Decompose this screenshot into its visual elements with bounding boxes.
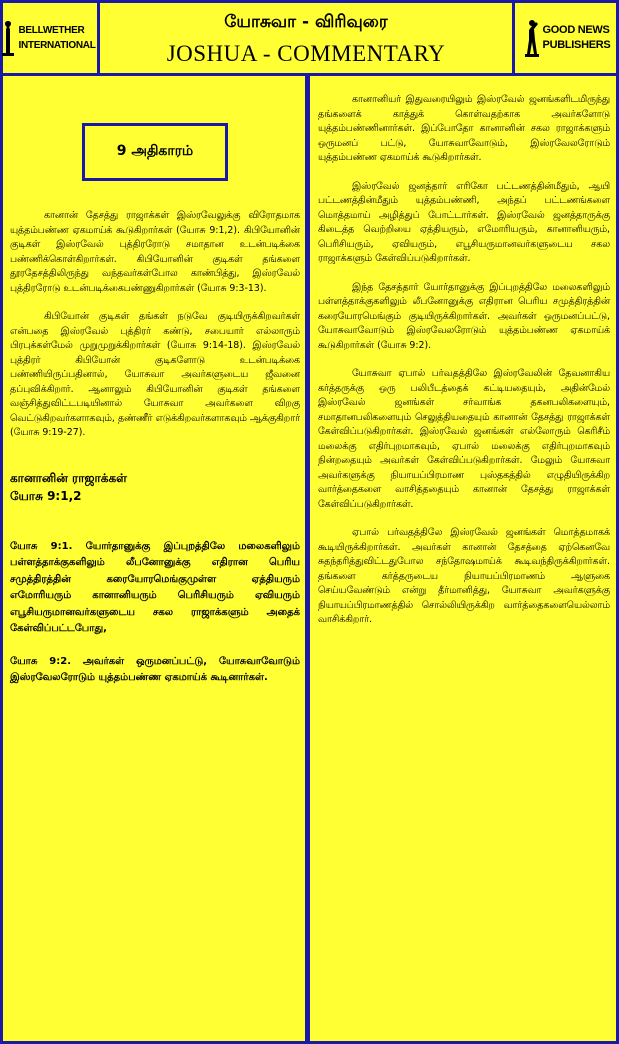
title-tamil: யோசுவா - விரிவுரை bbox=[224, 12, 388, 32]
right-logo-line2: PUBLISHERS bbox=[542, 39, 611, 51]
chapter-title: 9 அதிகாரம் bbox=[82, 123, 228, 181]
commentary-paragraph-1: கானானியர் இதுவரையிலும் இஸ்ரவேல் ஜனங்களிடமிருந்து தங்களைக் காத்துக் கொள்வதற்காக அவர்களோடு யுத்தம்பண்ணினார்கள். இப்போதோ கானானின் சகல ராஜாக்களும் ஒருமனப் பட்டு, யோசுவாவோடும், இஸ்ரவேலரோடும் யுத்தம்பண்ண ஏகமாய்க் கூடுகிறார்கள். bbox=[318, 94, 610, 163]
right-column bbox=[318, 79, 610, 628]
section-heading bbox=[10, 469, 300, 505]
commentary-paragraph-3: இந்த தேசத்தார் யோர்தானுக்கு இப்புறத்திலே மலைகளிலும் பள்ளத்தாக்குகளிலும் லீபனோனுக்கு எதிரான பெரிய சமுத்திரத்தின் கரையோரமெங்கும் குடியிருக்கிறார்கள். அவர்கள் ஒருமனப்பட்டு, யோசுவாவோடும் இஸ்ரவேலரோடும் யுத்தம்பண்ண ஏகமாய்க் கூடுகிறார்கள் (யோசு 9:2). bbox=[318, 281, 610, 351]
verse-9-1: யோசு 9:1. யோர்தானுக்கு இப்புறத்திலே மலைகளிலும் பள்ளத்தாக்குகளிலும் லீபனோனுக்கு எதிரான பெரிய சமுத்திரத்தின் கரையோரமெங்குமுள்ள ஏத்தியரும் எமோரியரும் கானானியரும் பெரிசியரும் ஏவியரும் எபூசியருமானவர்களுடைய சகல ராஜாக்களும் அதைக் கேள்விப்பட்டபோது, bbox=[10, 540, 300, 634]
left-logo-line2: INTERNATIONAL bbox=[18, 40, 96, 51]
left-column bbox=[10, 79, 300, 687]
good-news-logo bbox=[512, 0, 619, 76]
commentary-paragraph-2: இஸ்ரவேல் ஜனத்தார் எரிகோ பட்டணத்தின்மீதும், ஆயி பட்டணத்தின்மீதும் யுத்தம்பண்ணி, அந்தப் பட்டணங்களை மொத்தமாய் அழித்துப் போட்டார்கள். இஸ்ரவேல் ஜனத்தாருக்கு கிடைத்த வெற்றியை ஏத்தியரும், எமோரியரும், கானானியரும், பெரிசியரும், ஏவியரும், எபூசியருமானவர்களுடைய சகல ராஜாக்களும் கேள்விப்படுகிறார்கள். bbox=[318, 180, 610, 264]
section-heading-title: கானானின் ராஜாக்கள் bbox=[10, 470, 127, 485]
shepherd-icon bbox=[1, 19, 15, 57]
commentary-paragraph-4: யோசுவா ஏபால் பர்வதத்திலே இஸ்ரவேலின் தேவனாகிய கர்த்தருக்கு ஒரு பலிபீடத்தைக் கட்டியதையும், அதின்மேல் இஸ்ரவேல் ஜனங்கள் சர்வாங்க தகனபலிகளையும், சமாதானபலிகளையும் செலுத்தியதையும் கானான் தேசத்து ராஜாக்கள் கேள்விப்படுகிறார்கள். இஸ்ரவேல் ஜனங்கள் எல்லோரும் கெரிசீம் மலைக்கு எதிர்புறமாகவும், ஏபால் மலைக்கு எதிர்புறமாகவும் நின்றதையும் அவர்கள் கேள்விப்படுகிறார்கள். மேலும் யோசுவா அவர்களுக்கு நியாயப்பிரமாண புஸ்தகத்தில் எழுதியிருக்கிற வார்த்தைகளை வாசித்ததையும் கானான் தேசத்து ராஜாக்கள் கேள்விப்படுகிறார்கள். bbox=[318, 368, 610, 510]
verse-9-2: யோசு 9:2. அவர்கள் ஒருமனப்பட்டு, யோசுவாவோடும் இஸ்ரவேலரோடும் யுத்தம்பண்ண ஏகமாய்க் கூடினார்கள். bbox=[10, 655, 300, 683]
bellwether-logo bbox=[0, 0, 100, 76]
commentary-paragraph-5: ஏபால் பர்வதத்திலே இஸ்ரவேல் ஜனங்கள் மொத்தமாகக் கூடியிருக்கிறார்கள். அவர்கள் கானான் தேசத்தை ஏற்கெனவே சுதந்தரித்துவிட்டதுபோல சந்தோஷமாய்க் கூடிவந்திருக்கிறார்கள். தங்களை கர்த்தருடைய நியாயப்பிரமாணம் ஆளுகை செய்யவேண்டும் என்று தீர்மானித்து, யோசுவா அவர்களுக்கு நியாயப்பிரமாணத்தில் சொல்லியிருக்கிற வார்த்தைகளையெல்லாம் வாசிக்கிறார். bbox=[318, 527, 610, 625]
title-area bbox=[100, 0, 512, 76]
header-banner bbox=[0, 0, 619, 76]
title-english: JOSHUA - COMMENTARY bbox=[166, 41, 446, 66]
intro-paragraph-2: கிபியோன் குடிகள் தங்கள் நடுவே குடியிருக்கிறவர்கள் என்பதை இஸ்ரவேல் புத்திரர் கண்டு, சபையார் எல்லாரும் பிரபுக்கள்மேல் முறுமுறுக்கிறார்கள் (யோசு 9:14-18). இஸ்ரவேல் புத்திரர் கிபியோன் குடிகளோடு உடன்படிக்கை பண்ணியிருப்பதினால், யோசுவா அவர்களுடைய ஜீவனை தப்புவிக்கிறார். ஆனாலும் கிபியோனின் குடிகள் தங்களை வஞ்சித்துவிட்டபடியினால் யோசுவா அவர்களை விறகு வெட்டுகிறவர்களாகவும், தண்ணீர் எடுக்கிறவர்களாகவும் ஆக்குகிறார் (யோசு 9:19-27). bbox=[10, 311, 300, 438]
left-logo-line1: BELLWETHER bbox=[18, 25, 85, 36]
right-logo-line1: GOOD NEWS bbox=[542, 24, 610, 36]
intro-paragraph-1: கானான் தேசத்து ராஜாக்கள் இஸ்ரவேலுக்கு விரோதமாக யுத்தம்பண்ண ஏகமாய்க் கூடுகிறார்கள் (யோசு 9:1,2). கிபியோனின் குடிகள் இஸ்ரவேல் புத்திரரோடு சமாதான உடன்படிக்கை பண்ணிக்கொள்கிறார்கள். கிபியோனின் குடிகள் தங்களை தூரதேசத்திலிருந்து வந்தவர்கள்போல காண்பித்து, இஸ்ரவேல் புத்திரரோடு உடன்படிக்கைபண்ணுகிறார்கள் (யோசு 9:3-13). bbox=[10, 210, 300, 294]
herald-figure-icon bbox=[524, 18, 540, 58]
section-heading-reference: யோசு 9:1,2 bbox=[10, 488, 82, 503]
column-divider bbox=[305, 76, 310, 1044]
